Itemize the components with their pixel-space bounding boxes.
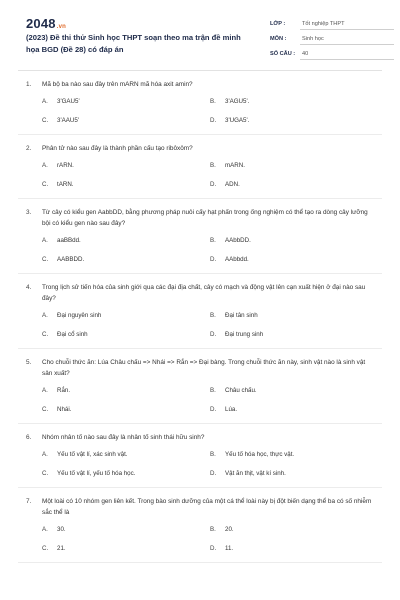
question-stem: [22, 143, 378, 154]
option-letter: B.: [210, 387, 216, 394]
option-letter: D.: [210, 406, 217, 413]
option-letter: D.: [210, 117, 217, 124]
answer-option[interactable]: [210, 161, 378, 171]
exam-meta: [270, 16, 394, 61]
option-text: Đại trung sinh: [225, 331, 264, 338]
option-text: 20.: [225, 526, 234, 533]
option-text: 11.: [225, 545, 234, 552]
option-text: Vật ăn thịt, vật kí sinh.: [225, 470, 286, 477]
question-text: Một loài có 10 nhóm gen liên kết. Trong bào sinh dưỡng của một cá thể loài này bị đột biến dạng thể ba có số nhiễm sắc thể là: [42, 498, 372, 516]
option-text: 3'AGU5'.: [225, 98, 250, 105]
option-letter: A.: [42, 162, 48, 169]
question-number: 2.: [26, 145, 32, 152]
option-text: aaBBdd.: [57, 237, 81, 244]
answer-option[interactable]: [210, 386, 378, 396]
question-number: 7.: [26, 498, 32, 505]
option-text: Yếu tố vật lí, xác sinh vật.: [57, 451, 128, 458]
answer-option[interactable]: [210, 236, 378, 246]
option-letter: B.: [210, 98, 216, 105]
option-text: Châu chấu.: [225, 387, 257, 394]
question-stem: [22, 79, 378, 90]
answer-options: [22, 386, 378, 419]
option-letter: D.: [210, 470, 217, 477]
meta-row-class: [270, 16, 394, 31]
option-text: 30.: [57, 526, 66, 533]
option-text: AAbbDD.: [225, 237, 251, 244]
option-letter: B.: [210, 162, 216, 169]
option-text: tARN.: [57, 181, 74, 188]
answer-option[interactable]: [42, 236, 210, 246]
answer-option[interactable]: [42, 97, 210, 107]
answer-option[interactable]: [42, 180, 210, 190]
question-number: 4.: [26, 284, 32, 291]
answer-option[interactable]: [210, 544, 378, 554]
site-logo[interactable]: [26, 16, 66, 31]
answer-option[interactable]: [210, 450, 378, 460]
meta-label: LỚP :: [270, 20, 286, 27]
answer-options: [22, 161, 378, 194]
option-text: ADN.: [225, 181, 240, 188]
option-letter: D.: [210, 181, 217, 188]
question-text: Nhóm nhân tố nào sau đây là nhân tố sinh thái hữu sinh?: [42, 434, 205, 441]
option-text: 21.: [57, 545, 66, 552]
option-text: Rắn.: [57, 387, 71, 394]
option-letter: A.: [42, 451, 48, 458]
question-text: Mã bộ ba nào sau đây trên mARN mã hóa axit amin?: [42, 81, 193, 88]
question-number: 5.: [26, 359, 32, 366]
meta-value: Tốt nghiệp THPT: [300, 18, 394, 30]
exam-header: [18, 0, 382, 70]
option-text: Lúa.: [225, 406, 238, 413]
option-letter: C.: [42, 117, 49, 124]
answer-options: [22, 525, 378, 558]
answer-options: [22, 236, 378, 269]
question-number: 1.: [26, 81, 32, 88]
answer-option[interactable]: [42, 330, 210, 340]
question-item: [18, 424, 382, 488]
question-stem: [22, 282, 378, 304]
option-letter: C.: [42, 181, 49, 188]
option-letter: A.: [42, 387, 48, 394]
answer-option[interactable]: [42, 544, 210, 554]
answer-option[interactable]: [210, 405, 378, 415]
answer-option[interactable]: [210, 180, 378, 190]
answer-option[interactable]: [42, 255, 210, 265]
answer-option[interactable]: [210, 255, 378, 265]
option-letter: C.: [42, 256, 49, 263]
option-letter: A.: [42, 237, 48, 244]
answer-option[interactable]: [42, 116, 210, 126]
option-text: 3'GAU5': [57, 98, 80, 105]
answer-option[interactable]: [210, 116, 378, 126]
meta-row-count: [270, 46, 394, 61]
question-item: [18, 135, 382, 199]
answer-options: [22, 450, 378, 483]
question-stem: [22, 207, 378, 229]
question-text: Trong lịch sử tiến hóa của sinh giới qua các đại địa chất, cây có mạch và động vật lên cạn xuất hiện ở đại nào sau đây?: [42, 284, 366, 302]
meta-value: 40: [300, 48, 394, 60]
question-item: [18, 199, 382, 274]
answer-option[interactable]: [210, 469, 378, 479]
option-letter: B.: [210, 237, 216, 244]
question-number: 6.: [26, 434, 32, 441]
question-stem: [22, 496, 378, 518]
option-letter: B.: [210, 526, 216, 533]
answer-option[interactable]: [42, 405, 210, 415]
answer-option[interactable]: [42, 450, 210, 460]
question-text: Cho chuỗi thức ăn: Lúa Châu chấu => Nhái => Rắn => Đại bàng. Trong chuỗi thức ăn này, sinh vật nào là sinh vật sản xuất?: [42, 359, 366, 377]
option-letter: B.: [210, 451, 216, 458]
option-text: Nhái.: [57, 406, 72, 413]
option-text: AAbbdd.: [225, 256, 249, 263]
meta-row-subject: [270, 31, 394, 46]
logo-main-text: 2048: [26, 16, 56, 31]
option-text: Đại nguyên sinh: [57, 312, 102, 319]
question-number: 3.: [26, 209, 32, 216]
option-text: rARN.: [57, 162, 74, 169]
option-letter: C.: [42, 470, 49, 477]
question-item: [18, 71, 382, 135]
logo-suffix-text: .vn: [56, 24, 67, 30]
question-list: [18, 71, 382, 563]
question-stem: [22, 357, 378, 379]
exam-title: (2023) Đề thi thử Sinh học THPT soạn theo ma trận đề minh họa BGD (Đề 28) có đáp án: [26, 33, 241, 54]
answer-option[interactable]: [210, 311, 378, 321]
option-text: AABBDD.: [57, 256, 85, 263]
answer-option[interactable]: [42, 386, 210, 396]
option-text: Yếu tố vật lí, yếu tố hóa học.: [57, 470, 136, 477]
answer-option[interactable]: [42, 311, 210, 321]
question-item: [18, 274, 382, 349]
option-text: 3'UGA5'.: [225, 117, 250, 124]
question-text: Từ cây có kiểu gen AabbDD, bằng phương pháp nuôi cấy hạt phấn trong ống nghiệm có thể tạo ra dòng cây lưỡng bội có kiểu gen nào sau đây?: [42, 209, 368, 227]
question-stem: [22, 432, 378, 443]
option-text: Đại tân sinh: [225, 312, 258, 319]
meta-label: SỐ CÂU :: [270, 50, 296, 57]
answer-option[interactable]: [42, 469, 210, 479]
option-letter: A.: [42, 526, 48, 533]
answer-option[interactable]: [42, 525, 210, 535]
option-letter: A.: [42, 98, 48, 105]
option-letter: D.: [210, 545, 217, 552]
answer-option[interactable]: [210, 525, 378, 535]
option-letter: C.: [42, 406, 49, 413]
meta-value: Sinh học: [300, 33, 394, 45]
option-text: 3'AAU5': [57, 117, 79, 124]
meta-label: MÔN :: [270, 35, 287, 42]
option-letter: B.: [210, 312, 216, 319]
answer-options: [22, 311, 378, 344]
answer-options: [22, 97, 378, 130]
answer-option[interactable]: [210, 97, 378, 107]
question-item: [18, 488, 382, 563]
option-letter: C.: [42, 331, 49, 338]
option-letter: D.: [210, 256, 217, 263]
option-letter: A.: [42, 312, 48, 319]
option-text: mARN.: [225, 162, 245, 169]
option-letter: D.: [210, 331, 217, 338]
question-item: [18, 349, 382, 424]
option-letter: C.: [42, 545, 49, 552]
option-text: Yếu tố hóa học, thực vật.: [225, 451, 295, 458]
option-text: Đại cổ sinh: [57, 331, 88, 338]
answer-option[interactable]: [42, 161, 210, 171]
question-text: Phân tử nào sau đây là thành phần cấu tạo ribôxôm?: [42, 145, 193, 152]
answer-option[interactable]: [210, 330, 378, 340]
